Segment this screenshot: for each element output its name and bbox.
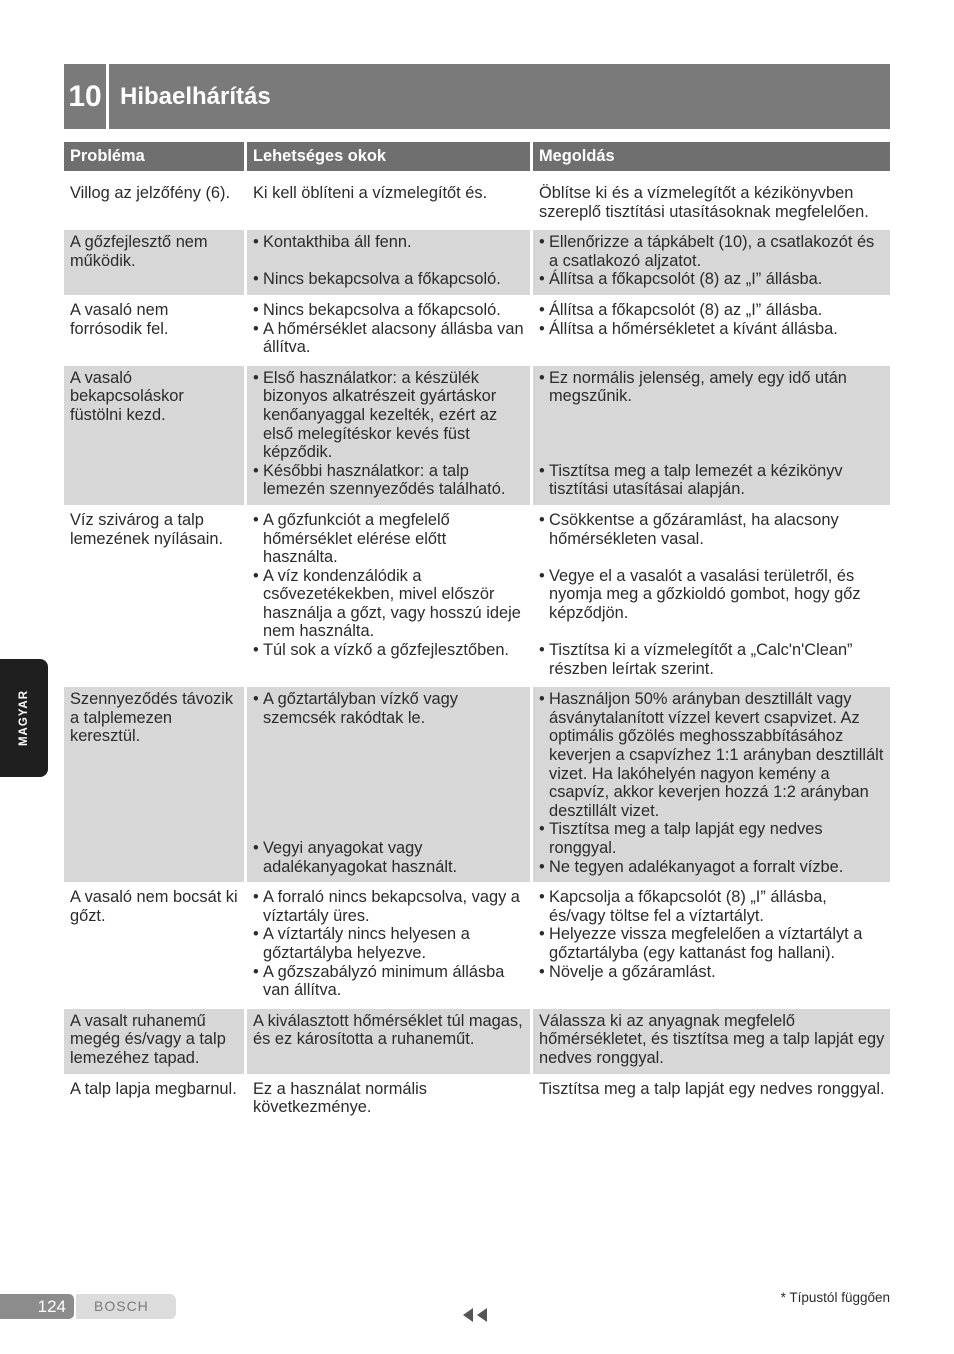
table-row — [64, 171, 890, 227]
cause-text: Ki kell öblíteni a vízmelegítőt és. — [253, 184, 488, 202]
problem-cell: A gőzfejlesztő nem működik. — [64, 227, 247, 295]
solution-item: • Vegye el a vasalót a vasalási területről, és nyomja meg a gőzkioldó gombot, hogy gőz képződjön. — [539, 567, 885, 623]
solution-cell — [533, 171, 890, 227]
cause-item: • A gőztartályban vízkő vagy szemcsék rakódtak le. — [253, 690, 525, 727]
cause-cell — [247, 171, 533, 227]
solution-cell — [533, 1074, 890, 1123]
solution-item: • Csökkentse a gőzáramlást, ha alacsony hőmérsékleten vasal. — [539, 511, 885, 548]
section-number: 10 — [68, 80, 102, 113]
cause-item: • A forraló nincs bekapcsolva, vagy a víztartály üres. — [253, 888, 525, 925]
cause-cell — [247, 505, 533, 684]
solution-item: • Állítsa a főkapcsolót (8) az „I” állásba. — [539, 301, 885, 320]
cause-item: • Későbbi használatkor: a talp lemezén szennyeződés található. — [253, 462, 525, 499]
cause-text: A kiválasztott hőmérséklet túl magas, és ez károsította a ruhaneműt. — [253, 1011, 523, 1049]
solution-item: • Növelje a gőzáramlást. — [539, 963, 885, 982]
table-row — [64, 505, 890, 684]
table-header-row — [64, 142, 890, 171]
cause-cell — [247, 227, 533, 295]
section-title: Hibaelhárítás — [120, 83, 271, 110]
solution-item: • Tisztítsa ki a vízmelegítőt a „Calc'n'Clean” részben leírtak szerint. — [539, 641, 885, 678]
cause-item: • Vegyi anyagokat vagy adalékanyagokat használt. — [253, 839, 525, 876]
cause-cell — [247, 1006, 533, 1074]
solution-cell — [533, 295, 890, 363]
cause-cell — [247, 295, 533, 363]
language-side-tab — [0, 659, 48, 777]
section-header — [64, 64, 890, 129]
solution-cell — [533, 505, 890, 684]
cause-cell — [247, 363, 533, 505]
cause-item: • Kontakthiba áll fenn. — [253, 233, 525, 252]
cause-item: • Túl sok a vízkő a gőzfejlesztőben. — [253, 641, 525, 660]
solution-item: • Állítsa a főkapcsolót (8) az „I” állásba. — [539, 270, 885, 289]
solution-text: Öblítse ki és a vízmelegítőt a kézikönyvben szereplő tisztítási utasításoknak megfelelően. — [539, 184, 869, 221]
solution-item: • Tisztítsa meg a talp lemezét a kézikönyv tisztítási utasításai alapján. — [539, 462, 885, 499]
table-row — [64, 882, 890, 1006]
problem-cell: Víz szivárog a talp lemezének nyílásain. — [64, 505, 247, 684]
cause-item: • Nincs bekapcsolva a főkapcsoló. — [253, 301, 525, 320]
solution-cell — [533, 363, 890, 505]
footnote: * Típustól függően — [780, 1290, 890, 1305]
table-row — [64, 1074, 890, 1123]
solution-item: • Ez normális jelenség, amely egy idő után megszűnik. — [539, 369, 885, 406]
table-row — [64, 295, 890, 363]
table-row — [64, 1006, 890, 1074]
solution-cell — [533, 882, 890, 1006]
problem-cell: A vasaló nem bocsát ki gőzt. — [64, 882, 247, 1006]
page-number: 124 — [0, 1294, 74, 1319]
cause-item: • Nincs bekapcsolva a főkapcsoló. — [253, 270, 525, 289]
problem-cell: A vasalt ruhanemű megég és/vagy a talp lemezéhez tapad. — [64, 1006, 247, 1074]
troubleshooting-table — [64, 142, 890, 1123]
problem-cell: A vasaló bekapcsoláskor füstölni kezd. — [64, 363, 247, 505]
cause-item: • A hőmérséklet alacsony állásba van állítva. — [253, 320, 525, 357]
problem-cell: A vasaló nem forrósodik fel. — [64, 295, 247, 363]
solution-item: • Ellenőrizze a tápkábelt (10), a csatlakozót és a csatlakozó aljzatot. — [539, 233, 885, 270]
solution-item: • Állítsa a hőmérsékletet a kívánt állásba. — [539, 320, 885, 339]
column-header-problem: Probléma — [64, 142, 247, 171]
cause-item: • A gőzszabályzó minimum állásba van állítva. — [253, 963, 525, 1000]
brand-label: BOSCH — [76, 1294, 176, 1319]
solution-item: • Kapcsolja a főkapcsolót (8) „I” állásba, és/vagy töltse fel a víztartályt. — [539, 888, 885, 925]
column-header-solution: Megoldás — [533, 142, 890, 171]
solution-item: • Helyezze vissza megfelelően a víztartályt a gőztartályba (egy kattanást fog hallani). — [539, 925, 885, 962]
table-row — [64, 363, 890, 505]
column-header-causes: Lehetséges okok — [247, 142, 533, 171]
solution-text: Tisztítsa meg a talp lapját egy nedves ronggyal. — [539, 1079, 885, 1098]
problem-cell: A talp lapja megbarnul. — [64, 1074, 247, 1123]
solution-text: Válassza ki az anyagnak megfelelő hőmérsékletet, és tisztítsa meg a talp lapját egy nedves ronggyal. — [539, 1011, 885, 1067]
table-row — [64, 684, 890, 882]
solution-item: • Tisztítsa meg a talp lapját egy nedves ronggyal. — [539, 820, 885, 857]
cause-item: • A víztartály nincs helyesen a gőztartályba helyezve. — [253, 925, 525, 962]
solution-cell — [533, 227, 890, 295]
cause-item: • Első használatkor: a készülék bizonyos alkatrészeit gyártáskor kenőanyaggal kezelték, ezért az első melegítéskor kevés füst képződik. — [253, 369, 525, 462]
cause-item: • A víz kondenzálódik a csővezetékekben, mivel először használja a gőzt, vagy hosszú ideje nem használta. — [253, 567, 525, 641]
problem-cell: Szennyeződés távozik a talplemezen keresztül. — [64, 684, 247, 882]
cause-text: Ez a használat normális következménye. — [253, 1079, 428, 1117]
problem-cell: Villog az jelzőfény (6). — [64, 171, 247, 227]
header-divider — [106, 64, 109, 129]
previous-page-icon[interactable] — [462, 1307, 490, 1323]
cause-cell — [247, 882, 533, 1006]
solution-item: • Használjon 50% arányban desztillált vagy ásványtalanított vízzel kevert csapvizet. Az optimális gőzölés meghosszabbításához keverjen a csapvízhez 1:1 arányban desztillált vizet. Ha lakóhelyén nagyon kemény a csapvíz, akkor keverjen hozzá 1:2 arányban desztillált vizet. — [539, 690, 885, 820]
solution-cell — [533, 1006, 890, 1074]
language-label: MAGYAR — [18, 689, 30, 747]
cause-cell — [247, 684, 533, 882]
cause-cell — [247, 1074, 533, 1123]
solution-cell — [533, 684, 890, 882]
cause-item: • A gőzfunkciót a megfelelő hőmérséklet elérése előtt használta. — [253, 511, 525, 567]
table-row — [64, 227, 890, 295]
solution-item: • Ne tegyen adalékanyagot a forralt vízbe. — [539, 858, 885, 877]
